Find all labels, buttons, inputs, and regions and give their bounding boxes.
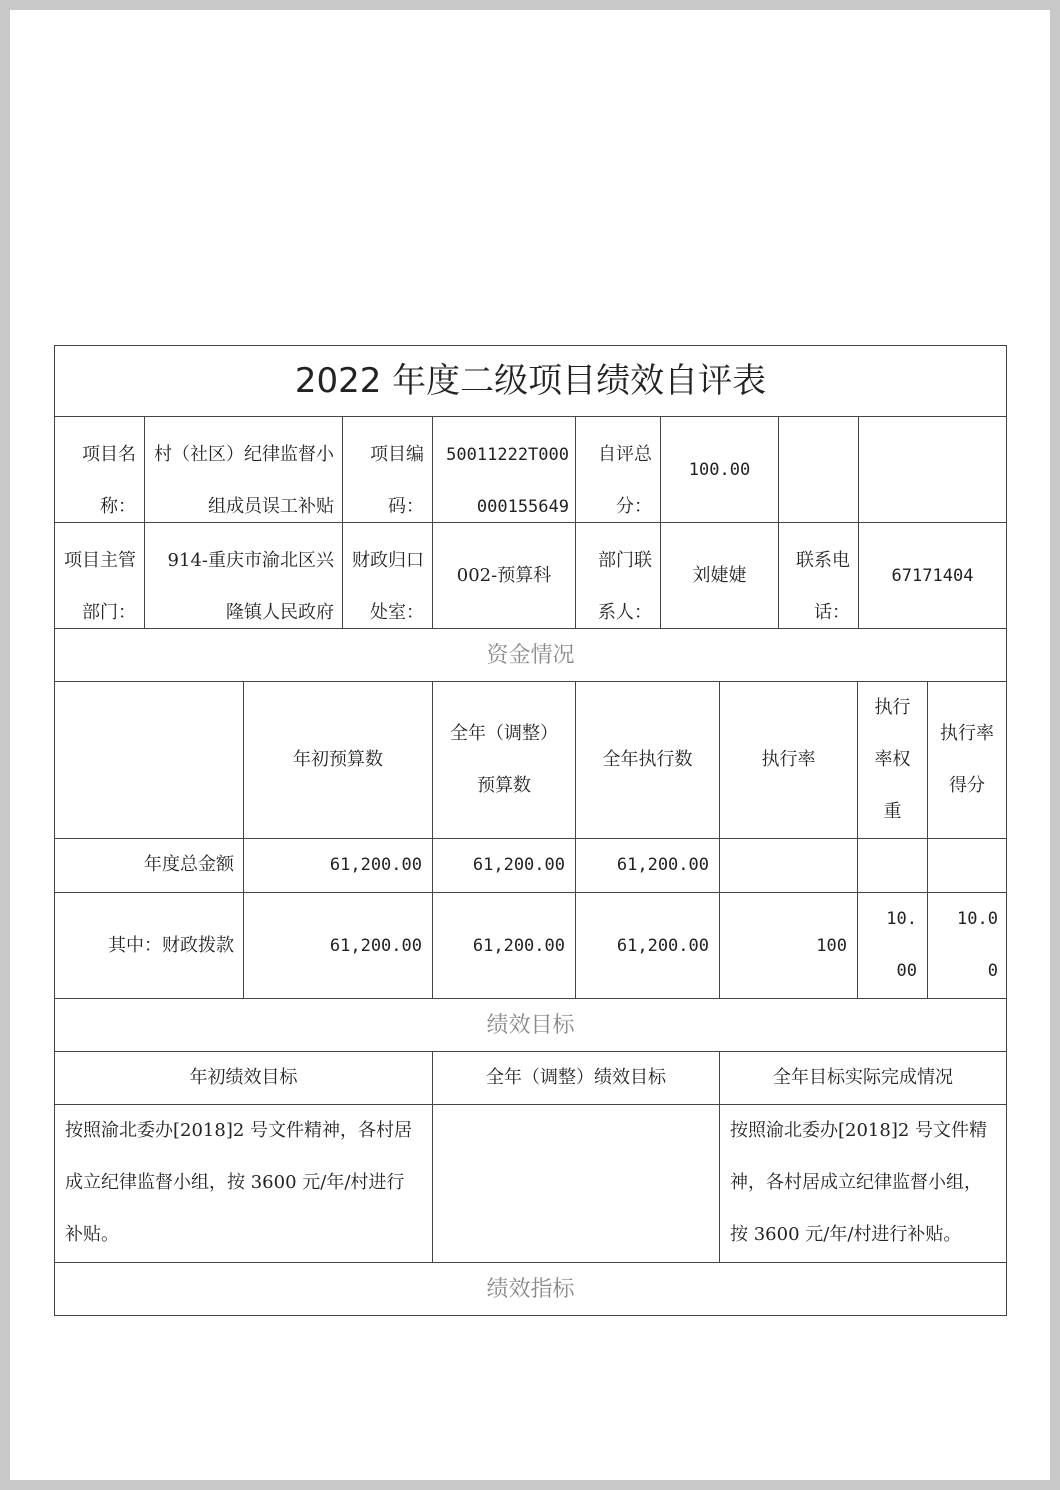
- project-name-label: 项目名称：: [82, 444, 136, 517]
- funds-header-initial: 年初预算数: [293, 749, 383, 770]
- funds-header-weight: 执行率权重: [874, 697, 911, 822]
- funds-header-rate: 执行率: [761, 749, 816, 770]
- dept-label: 项目主管部门：: [64, 550, 136, 623]
- funds-row-label: 年度总金额: [144, 854, 234, 875]
- funds-row-adjusted: 61,200.00: [472, 855, 565, 875]
- goals-section-title: 绩效目标: [486, 1013, 575, 1038]
- goals-header-adjusted: 全年（调整）绩效目标: [486, 1067, 666, 1088]
- funds-header-adjusted: 全年（调整）预算数: [450, 723, 558, 796]
- goals-header-initial: 年初绩效目标: [189, 1067, 298, 1088]
- indicators-section-title: 绩效指标: [486, 1277, 575, 1302]
- funds-row-score: 10.00: [957, 909, 998, 981]
- phone-value: 67171404: [891, 565, 974, 586]
- project-code-label: 项目编码：: [370, 444, 424, 517]
- funds-row-executed: 61,200.00: [616, 935, 709, 956]
- funds-row-adjusted: 61,200.00: [472, 935, 565, 956]
- goals-initial-text: 按照渝北委办[2018]2 号文件精神，各村居成立纪律监督小组，按 3600 元/年/村进行补贴。: [65, 1120, 413, 1245]
- funds-row-rate: 100: [816, 935, 847, 956]
- project-name-value: 村（社区）纪律监督小组成员误工补贴: [154, 444, 334, 517]
- goals-adjusted-text: [433, 1105, 719, 1262]
- funds-section-title: 资金情况: [486, 643, 575, 668]
- funds-row-executed: 61,200.00: [616, 855, 709, 875]
- funds-row-label: 其中：财政拨款: [108, 934, 234, 956]
- form-title: 2022 年度二级项目绩效自评表: [294, 361, 767, 401]
- funds-row-weight: 10.00: [886, 909, 917, 981]
- funds-row-initial: 61,200.00: [329, 855, 422, 875]
- self-score-label: 自评总分：: [598, 444, 652, 517]
- goals-actual-text: 按照渝北委办[2018]2 号文件精神，各村居成立纪律监督小组，按 3600 元/年/村进行补贴。: [730, 1120, 988, 1245]
- office-label: 财政归口处室：: [352, 550, 424, 623]
- contact-value: 刘婕婕: [692, 564, 747, 586]
- office-value: 002-预算科: [456, 564, 552, 586]
- self-score-value: 100.00: [688, 459, 751, 480]
- goals-header-actual: 全年目标实际完成情况: [773, 1067, 953, 1088]
- funds-header-executed: 全年执行数: [602, 749, 693, 770]
- project-code-value: 50011222T000000155649: [446, 445, 569, 517]
- funds-header-score: 执行率得分: [940, 723, 994, 796]
- contact-label: 部门联系人：: [598, 550, 652, 623]
- dept-value: 914-重庆市渝北区兴隆镇人民政府: [167, 550, 334, 623]
- phone-label: 联系电话：: [796, 550, 850, 623]
- funds-row-initial: 61,200.00: [329, 935, 422, 956]
